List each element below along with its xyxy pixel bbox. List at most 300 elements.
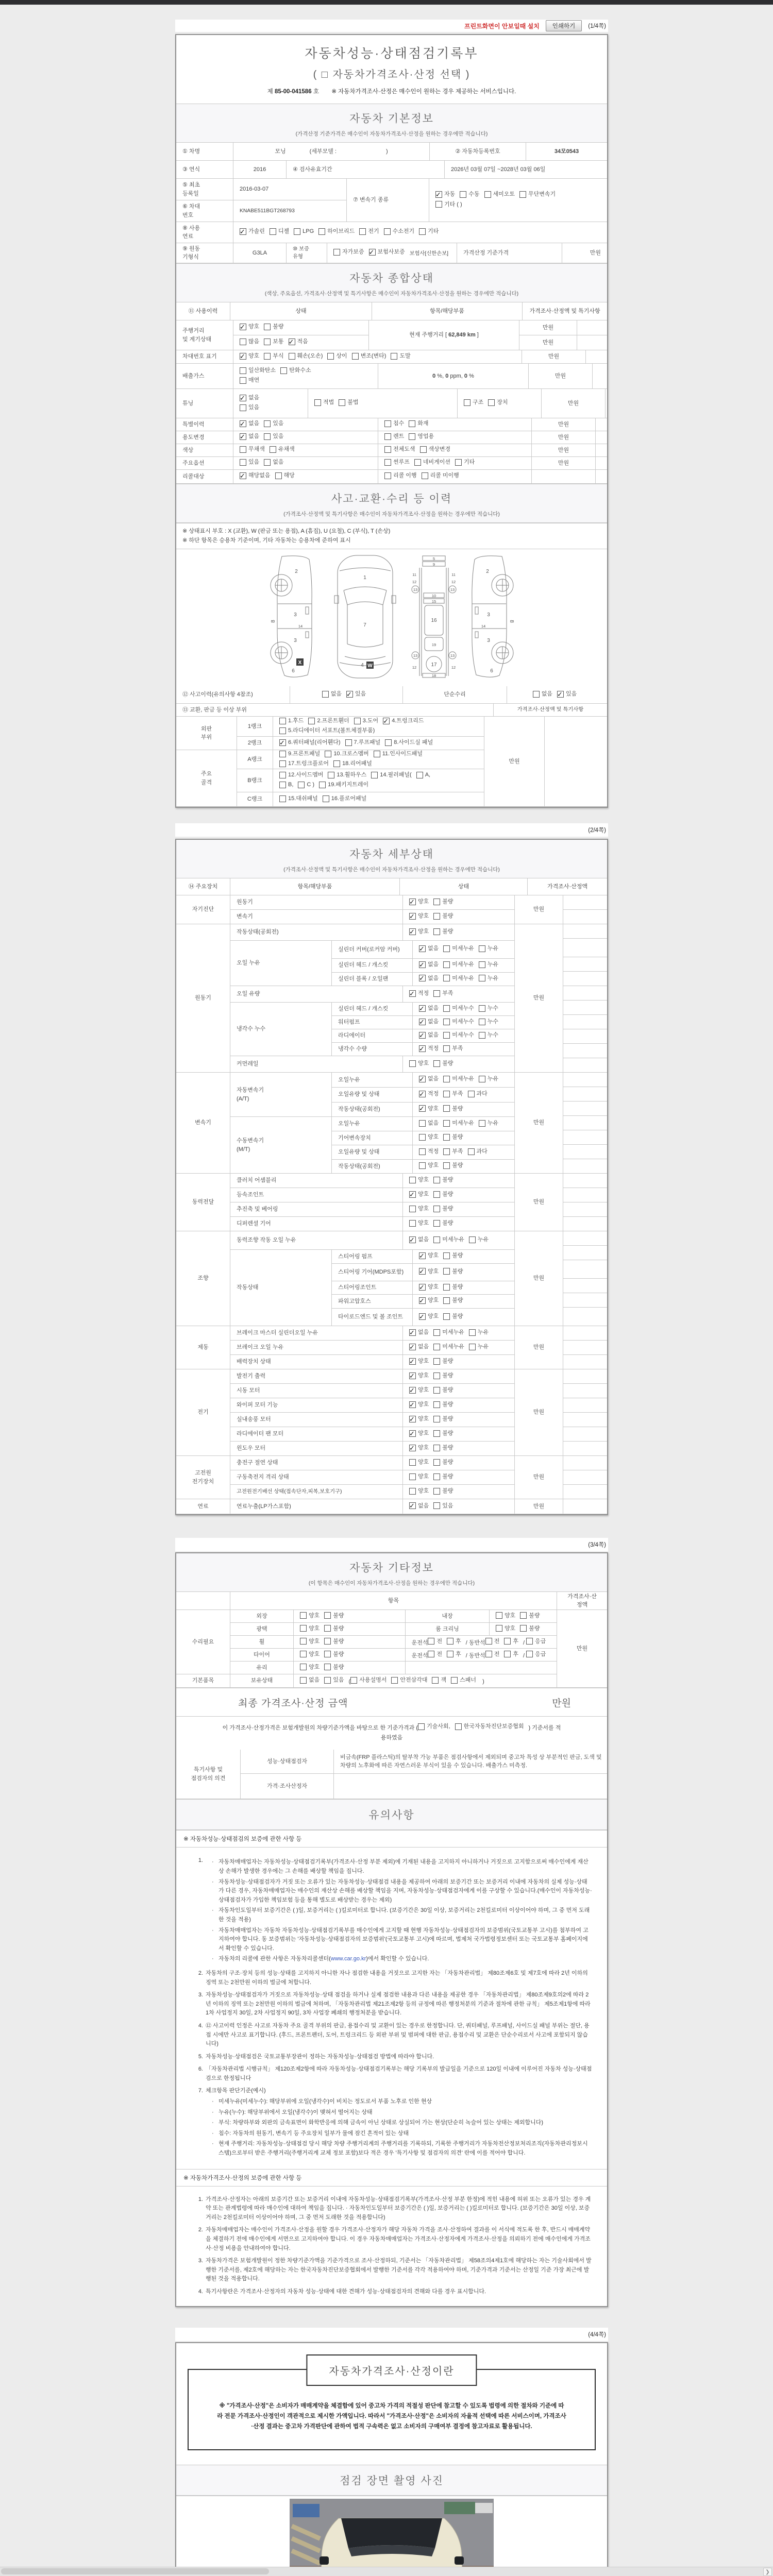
checkbox-icon[interactable] (469, 1236, 476, 1243)
checkbox-icon[interactable] (504, 1638, 511, 1645)
checkbox-icon[interactable] (383, 718, 390, 724)
checkbox-icon[interactable] (419, 1134, 426, 1141)
table-group (230, 1174, 514, 1188)
checkbox-icon[interactable] (264, 353, 271, 360)
checkbox-icon[interactable] (468, 1091, 475, 1097)
checkbox-icon[interactable] (433, 1372, 440, 1379)
cell (176, 350, 233, 363)
checkbox-icon[interactable] (318, 228, 325, 235)
checkbox-label: 8.사이드실 패널 (394, 739, 433, 746)
checkbox-icon[interactable] (443, 1091, 450, 1097)
checkbox-option (279, 738, 341, 747)
legal-item-text: 자동차의 구조·장치 등의 성능·상태를 고지하지 아니한 자나 점검한 내용을 거짓으로 고지한 자는 「자동차관리법」 제80조제6호 및 제7호에 따라 2년 이하의 징역 또는 2천만원 이하의 벌금에 처합니다. (206, 1970, 588, 1986)
scrollbar-thumb[interactable] (1, 2568, 269, 2574)
svg-text:3: 3 (486, 638, 490, 644)
checkbox-option (451, 1676, 476, 1685)
checkbox-icon[interactable] (289, 338, 295, 345)
checkbox-icon[interactable] (300, 1612, 307, 1619)
table-group (230, 1231, 514, 1326)
checkbox-icon[interactable] (433, 1236, 440, 1243)
checkbox-icon[interactable] (443, 1268, 450, 1275)
checkbox-label: 불량 (442, 928, 453, 935)
checkbox-icon[interactable] (479, 1032, 485, 1039)
checkbox-icon[interactable] (479, 1005, 485, 1012)
checkbox-label: 불량 (442, 1445, 453, 1451)
checkbox-label: 한국자동차진단보증협회 (463, 1723, 524, 1730)
checkbox-icon[interactable] (300, 1625, 307, 1632)
checkbox-icon[interactable] (319, 782, 326, 788)
checkbox-icon[interactable] (420, 446, 427, 453)
checkbox-icon[interactable] (240, 395, 246, 401)
checkbox-option (443, 960, 474, 969)
checkbox-icon[interactable] (419, 1148, 426, 1155)
checkbox-icon[interactable] (533, 691, 540, 698)
legal-item-number: 3. (198, 2258, 203, 2264)
checkbox-label: 11.인사이드패널 (382, 750, 423, 757)
checkbox-icon[interactable] (443, 1120, 450, 1127)
checkbox-icon[interactable] (300, 1677, 307, 1684)
text: 고전원 (195, 1470, 211, 1477)
cell (514, 1326, 563, 1369)
checkbox-icon[interactable] (314, 399, 321, 406)
checkbox-icon[interactable] (447, 1651, 453, 1657)
checkbox-icon[interactable] (419, 1045, 426, 1052)
checkbox-icon[interactable] (469, 1344, 476, 1350)
cell (230, 1369, 402, 1383)
checkbox-icon[interactable] (419, 1105, 426, 1112)
checkbox-icon[interactable] (264, 459, 271, 466)
checkbox-icon[interactable] (447, 1638, 453, 1645)
checkbox-icon[interactable] (270, 446, 276, 453)
checkbox-icon[interactable] (433, 1445, 440, 1451)
link[interactable]: www.car.go.kr (330, 1956, 366, 1962)
checkbox-icon[interactable] (391, 353, 397, 360)
checkbox-icon[interactable] (350, 1677, 357, 1684)
checkbox-icon[interactable] (339, 399, 345, 406)
checkbox-icon[interactable] (464, 399, 470, 406)
checkbox-label: 없음 (248, 433, 260, 440)
checkbox-icon[interactable] (409, 1236, 416, 1243)
checkbox-icon[interactable] (409, 1358, 416, 1365)
checkbox-icon[interactable] (419, 975, 426, 981)
checkbox-icon[interactable] (469, 1329, 476, 1336)
checkbox-icon[interactable] (279, 751, 286, 757)
text: 만원 (533, 1120, 545, 1126)
cell (293, 1649, 405, 1661)
cell (563, 1484, 607, 1499)
checkbox-icon[interactable] (485, 1651, 492, 1657)
checkbox-icon[interactable] (433, 1177, 440, 1183)
svg-text:15: 15 (431, 599, 436, 604)
cell (176, 179, 233, 200)
checkbox-icon[interactable] (443, 1045, 450, 1052)
legal-bullet (212, 1926, 593, 1954)
checkbox-icon[interactable] (300, 1638, 307, 1645)
checkbox-icon[interactable] (322, 691, 329, 698)
checkbox-icon[interactable] (300, 1651, 307, 1657)
checkbox-icon[interactable] (433, 1430, 440, 1437)
text: 변속기 (195, 1120, 211, 1126)
checkbox-icon[interactable] (433, 1060, 440, 1067)
table-group (332, 1003, 514, 1015)
checkbox-icon[interactable] (289, 353, 295, 360)
checkbox-icon[interactable] (435, 191, 442, 198)
checkbox-icon[interactable] (526, 1651, 533, 1657)
checkbox-icon[interactable] (240, 404, 246, 411)
text: 단순수리 (444, 691, 466, 698)
cell (563, 1115, 607, 1130)
checkbox-icon[interactable] (443, 1284, 450, 1291)
checkbox-icon[interactable] (433, 913, 440, 920)
checkbox-icon[interactable] (488, 399, 495, 406)
checkbox-icon[interactable] (443, 945, 450, 952)
checkbox-icon[interactable] (384, 459, 391, 466)
checkbox-label: 있음 (273, 420, 284, 427)
text: 타이로드엔드 및 볼 조인트 (338, 1314, 404, 1320)
checkbox-label: 적정 (428, 1091, 439, 1097)
checkbox-icon[interactable] (433, 1387, 440, 1394)
checkbox-icon[interactable] (443, 1162, 450, 1169)
checkbox-icon[interactable] (479, 945, 485, 952)
checkbox-icon[interactable] (479, 1019, 485, 1025)
section-overall-title: 자동차 종합상태 (349, 273, 434, 284)
checkbox-icon[interactable] (240, 420, 246, 427)
checkbox-icon[interactable] (240, 377, 246, 384)
checkbox-icon[interactable] (496, 1625, 502, 1632)
checkbox-icon[interactable] (240, 459, 246, 466)
cell (176, 302, 230, 320)
checkbox-icon[interactable] (443, 1105, 450, 1112)
checkbox-icon[interactable] (324, 1625, 331, 1632)
checkbox-icon[interactable] (240, 433, 246, 440)
checkbox-icon[interactable] (428, 1638, 434, 1645)
checkbox-icon[interactable] (279, 718, 286, 724)
checkbox-icon[interactable] (443, 1032, 450, 1039)
checkbox-icon[interactable] (422, 472, 428, 479)
checkbox-icon[interactable] (240, 353, 246, 360)
checkbox-icon[interactable] (264, 433, 271, 440)
checkbox-icon[interactable] (384, 228, 391, 235)
text: 0 (445, 372, 449, 379)
checkbox-icon[interactable] (409, 913, 416, 920)
checkbox-icon[interactable] (428, 1651, 434, 1657)
print-button[interactable]: 인쇄하기 (546, 20, 582, 31)
checkbox-icon[interactable] (333, 249, 340, 256)
table-group (332, 1294, 514, 1308)
checkbox-icon[interactable] (414, 459, 421, 466)
checkbox-icon[interactable] (298, 782, 305, 788)
checkbox-icon[interactable] (419, 1091, 426, 1097)
checkbox-icon[interactable] (419, 1005, 426, 1012)
checkbox-icon[interactable] (419, 1297, 426, 1304)
checkbox-icon[interactable] (409, 928, 416, 935)
checkbox-icon[interactable] (433, 990, 440, 997)
legal-item (194, 2022, 593, 2049)
checkbox-option (419, 944, 439, 953)
checkbox-icon[interactable] (520, 1625, 527, 1632)
horizontal-scrollbar[interactable] (0, 2567, 773, 2576)
checkbox-icon[interactable] (409, 1416, 416, 1422)
checkbox-icon[interactable] (433, 1344, 440, 1350)
checkbox-option (435, 200, 462, 209)
cell (230, 1003, 331, 1056)
checkbox-label: 과다 (476, 1148, 488, 1155)
checkbox-icon[interactable] (419, 1019, 426, 1025)
checkbox-icon[interactable] (240, 338, 246, 345)
checkbox-icon[interactable] (409, 1206, 416, 1212)
table-group (176, 469, 607, 483)
checkbox-icon[interactable] (419, 1252, 426, 1259)
cell (563, 1231, 607, 1245)
page-strip-2 (175, 823, 608, 837)
checkbox-icon[interactable] (264, 324, 271, 330)
checkbox-icon[interactable] (468, 1148, 475, 1155)
table-group (176, 388, 607, 418)
checkbox-icon[interactable] (460, 191, 466, 198)
checkbox-icon[interactable] (384, 420, 391, 427)
checkbox-icon[interactable] (409, 1191, 416, 1198)
checkbox-icon[interactable] (324, 1651, 331, 1657)
checkbox-icon[interactable] (451, 1677, 458, 1684)
cell (563, 1369, 607, 1383)
checkbox-icon[interactable] (433, 1459, 440, 1466)
checkbox-icon[interactable] (409, 1329, 416, 1336)
checkbox-icon[interactable] (433, 1191, 440, 1198)
checkbox-icon[interactable] (479, 975, 485, 981)
cell (233, 418, 378, 431)
checkbox-icon[interactable] (443, 975, 450, 981)
checkbox-icon[interactable] (455, 1723, 462, 1730)
checkbox-icon[interactable] (433, 928, 440, 935)
checkbox-icon[interactable] (345, 739, 352, 746)
legal-item (194, 2087, 593, 2159)
checkbox-icon[interactable] (409, 1488, 416, 1495)
checkbox-icon[interactable] (409, 1401, 416, 1408)
checkbox-icon[interactable] (443, 1252, 450, 1259)
text: 연료 (197, 1503, 209, 1510)
checkbox-icon[interactable] (275, 472, 282, 479)
checkbox-option (419, 1075, 439, 1083)
checkbox-icon[interactable] (325, 751, 331, 757)
checkbox-icon[interactable] (433, 1401, 440, 1408)
checkbox-icon[interactable] (443, 1005, 450, 1012)
checkbox-icon[interactable] (433, 1329, 440, 1336)
checkbox-icon[interactable] (443, 1297, 450, 1304)
checkbox-option (333, 248, 364, 257)
checkbox-icon[interactable] (443, 1313, 450, 1320)
checkbox-icon[interactable] (279, 782, 286, 788)
checkbox-icon[interactable] (328, 772, 334, 778)
checkbox-icon[interactable] (433, 1220, 440, 1227)
checkbox-icon[interactable] (409, 420, 415, 427)
checkbox-icon[interactable] (369, 249, 376, 256)
checkbox-icon[interactable] (435, 201, 442, 208)
checkbox-icon[interactable] (504, 1651, 511, 1657)
checkbox-option (264, 458, 283, 467)
checkbox-icon[interactable] (264, 420, 271, 427)
checkbox-icon[interactable] (409, 1445, 416, 1451)
checkbox-icon[interactable] (280, 367, 287, 374)
checkbox-label: 양호 (428, 1313, 439, 1319)
checkbox-icon[interactable] (443, 1076, 450, 1082)
checkbox-icon[interactable] (419, 1032, 426, 1039)
checkbox-icon[interactable] (479, 1120, 485, 1127)
checkbox-icon[interactable] (270, 228, 276, 235)
checkbox-icon[interactable] (308, 718, 315, 724)
checkbox-option (409, 1176, 429, 1184)
checkbox-icon[interactable] (240, 446, 246, 453)
checkbox-icon[interactable] (485, 1638, 492, 1645)
scrollbar-right-arrow-icon[interactable]: ❯ (763, 2568, 772, 2576)
checkbox-icon[interactable] (519, 191, 526, 198)
checkbox-icon[interactable] (479, 961, 485, 968)
checkbox-icon[interactable] (484, 191, 491, 198)
cell (563, 924, 607, 938)
legal-item (194, 1856, 593, 1965)
checkbox-option (324, 1650, 344, 1659)
checkbox-icon[interactable] (324, 1638, 331, 1645)
checkbox-icon[interactable] (324, 1677, 331, 1684)
checkbox-icon[interactable] (385, 739, 392, 746)
checkbox-option (240, 376, 259, 385)
checkbox-icon[interactable] (526, 1638, 533, 1645)
checkbox-icon[interactable] (409, 1344, 416, 1350)
checkbox-icon[interactable] (433, 1206, 440, 1212)
checkbox-icon[interactable] (419, 1162, 426, 1169)
checkbox-icon[interactable] (433, 1488, 440, 1495)
checkbox-icon[interactable] (520, 1612, 527, 1619)
checkbox-icon[interactable] (433, 1473, 440, 1480)
checkbox-icon[interactable] (323, 795, 329, 802)
checkbox-icon[interactable] (333, 760, 340, 767)
text: 워터펌프 (338, 1019, 360, 1026)
checkbox-icon[interactable] (419, 1284, 426, 1291)
checkbox-icon[interactable] (419, 945, 426, 952)
checkbox-icon[interactable] (279, 739, 286, 746)
table-group (230, 1073, 514, 1116)
cell (308, 389, 457, 418)
checkbox-label: 불량 (442, 913, 453, 920)
table-group (230, 1456, 514, 1470)
checkbox-icon[interactable] (409, 1430, 416, 1437)
checkbox-label: 기타 (464, 459, 475, 466)
checkbox-icon[interactable] (409, 1177, 416, 1183)
checkbox-icon[interactable] (409, 433, 415, 440)
checkbox-icon[interactable] (409, 1060, 416, 1067)
checkbox-icon[interactable] (359, 228, 366, 235)
checkbox-icon[interactable] (352, 353, 359, 360)
checkbox-icon[interactable] (371, 772, 378, 778)
checkbox-option (418, 1722, 450, 1732)
checkbox-icon[interactable] (279, 727, 286, 734)
cell (412, 1073, 514, 1087)
checkbox-icon[interactable] (354, 718, 361, 724)
checkbox-icon[interactable] (384, 472, 391, 479)
checkbox-icon[interactable] (443, 961, 450, 968)
checkbox-icon[interactable] (384, 446, 391, 453)
checkbox-icon[interactable] (240, 367, 246, 374)
cell (563, 1029, 607, 1043)
checkbox-label: 없음 (418, 1502, 429, 1509)
checkbox-icon[interactable] (374, 751, 380, 757)
checkbox-label: 3.도어 (362, 717, 379, 724)
checkbox-option (433, 1502, 453, 1511)
checkbox-icon[interactable] (409, 990, 416, 997)
checkbox-icon[interactable] (433, 1502, 440, 1509)
checkbox-icon[interactable] (327, 353, 334, 360)
checkbox-icon[interactable] (409, 1502, 416, 1509)
checkbox-icon[interactable] (433, 1416, 440, 1422)
checkbox-icon[interactable] (479, 1076, 485, 1082)
checkbox-icon[interactable] (419, 1268, 426, 1275)
table-group (237, 717, 484, 736)
checkbox-icon[interactable] (279, 795, 286, 802)
section-basic-title: 자동차 기본정보 (349, 113, 434, 125)
checkbox-icon[interactable] (409, 1387, 416, 1394)
checkbox-icon[interactable] (419, 1076, 426, 1082)
checkbox-icon[interactable] (384, 433, 391, 440)
checkbox-icon[interactable] (324, 1664, 331, 1670)
checkbox-icon[interactable] (279, 760, 286, 767)
checkbox-icon[interactable] (419, 1313, 426, 1320)
checkbox-option (328, 771, 366, 779)
checkbox-label: 누유 (487, 1120, 499, 1126)
cell (563, 1159, 607, 1173)
checkbox-icon[interactable] (419, 961, 426, 968)
checkbox-icon[interactable] (409, 899, 416, 905)
checkbox-icon[interactable] (433, 1358, 440, 1365)
checkbox-icon[interactable] (409, 1372, 416, 1379)
checkbox-label: 매연 (248, 377, 260, 383)
checkbox-icon[interactable] (240, 324, 246, 330)
checkbox-icon[interactable] (409, 1459, 416, 1466)
checkbox-option (240, 432, 259, 441)
checkbox-icon[interactable] (294, 228, 300, 235)
checkbox-icon[interactable] (416, 772, 423, 778)
cell (230, 1355, 402, 1369)
about-pricing-wrap (176, 2343, 607, 2465)
legal-item (194, 2226, 593, 2253)
checkbox-icon[interactable] (557, 691, 564, 698)
checkbox-icon[interactable] (496, 1612, 502, 1619)
checkbox-label: 불량 (442, 1372, 453, 1379)
checkbox-icon[interactable] (443, 1148, 450, 1155)
checkbox-icon[interactable] (346, 691, 353, 698)
checkbox-icon[interactable] (279, 772, 286, 778)
checkbox-label: 탄화수소 (289, 367, 311, 374)
checkbox-icon[interactable] (300, 1664, 307, 1670)
checkbox-icon[interactable] (432, 1677, 439, 1684)
checkbox-option (419, 1031, 439, 1040)
checkbox-icon[interactable] (240, 472, 246, 479)
checkbox-icon[interactable] (409, 1473, 416, 1480)
checkbox-icon[interactable] (455, 459, 462, 466)
checkbox-icon[interactable] (433, 899, 440, 905)
checkbox-icon[interactable] (419, 228, 426, 235)
checkbox-icon[interactable] (443, 1019, 450, 1025)
checkbox-icon[interactable] (264, 338, 271, 345)
cell (293, 1610, 405, 1622)
checkbox-icon[interactable] (409, 1220, 416, 1227)
checkbox-icon[interactable] (391, 1677, 398, 1684)
checkbox-icon[interactable] (443, 1134, 450, 1141)
checkbox-icon[interactable] (419, 1120, 426, 1127)
checkbox-icon[interactable] (240, 228, 246, 235)
car-diagram-top-view (332, 553, 398, 680)
checkbox-icon[interactable] (418, 1723, 425, 1730)
checkbox-icon[interactable] (324, 1612, 331, 1619)
text: 외장 (256, 1613, 267, 1619)
